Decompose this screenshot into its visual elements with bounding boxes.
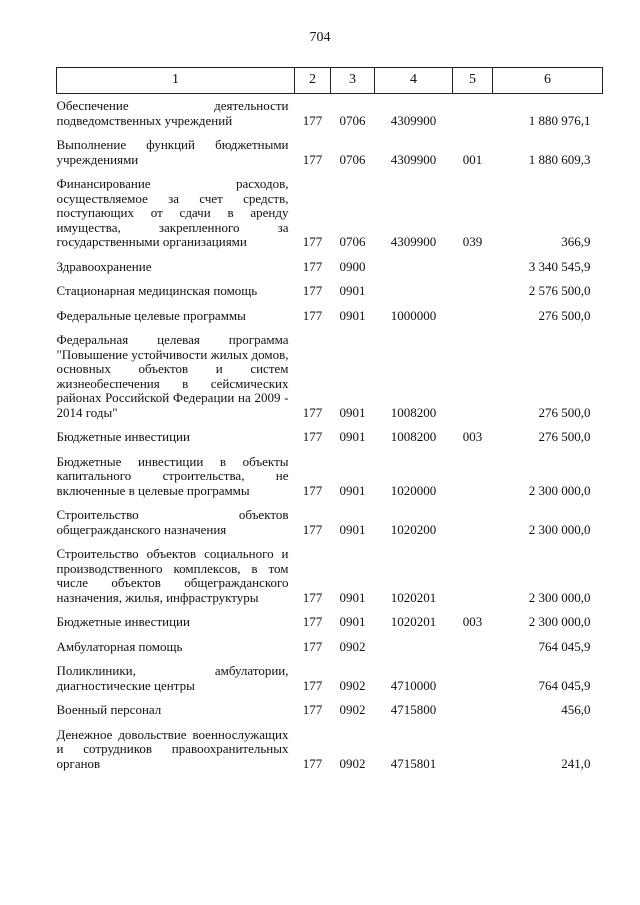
row-article — [375, 254, 453, 279]
row-article: 4309900 — [390, 112, 437, 128]
table-row — [57, 658, 603, 697]
row-amount: 276 500,0 — [538, 429, 591, 444]
row-amount: 3 340 545,9 — [528, 258, 591, 274]
row-name: Здравоохранение — [56, 258, 152, 274]
table-row — [57, 327, 603, 424]
row-expense-type — [453, 502, 493, 541]
row-article: 4715800 — [390, 702, 437, 717]
row-expense-type: 003 — [462, 614, 483, 629]
table-row — [57, 278, 603, 303]
row-expense-type — [453, 722, 493, 776]
row-section: 0706 — [339, 112, 366, 128]
row-article: 1020200 — [390, 521, 437, 537]
table-row — [57, 609, 603, 634]
row-article: 1020201 — [390, 589, 437, 605]
row-ministry: 177 — [302, 307, 323, 323]
row-name: Денежное довольствие военнослужащих и сотрудников правоохранительных органов — [56, 726, 289, 771]
row-amount: 2 576 500,0 — [528, 283, 591, 298]
row-ministry: 177 — [302, 404, 323, 420]
row-name: Выполнение функций бюджетными учреждениями — [56, 137, 289, 167]
budget-table — [56, 67, 603, 775]
row-name: Бюджетные инвестиции — [56, 429, 190, 444]
col-header-name: 1 — [57, 68, 295, 94]
col-header-article: 4 — [375, 68, 453, 94]
row-article: 4715801 — [390, 755, 437, 771]
col-header-section: 3 — [331, 68, 375, 94]
col-header-amount: 6 — [493, 68, 603, 94]
row-name: Бюджетные инвестиции — [56, 614, 190, 629]
row-ministry: 177 — [302, 151, 323, 167]
table-row — [57, 541, 603, 609]
table-row — [57, 94, 603, 133]
row-ministry: 177 — [302, 702, 323, 717]
row-name: Обеспечение деятельности подведомственных учреждений — [56, 98, 289, 128]
table-row — [57, 722, 603, 776]
row-article: 1008200 — [390, 404, 437, 420]
row-name: Военный персонал — [56, 702, 162, 717]
row-ministry: 177 — [302, 283, 323, 298]
row-ministry: 177 — [302, 638, 323, 654]
row-amount: 764 045,9 — [538, 677, 591, 693]
row-name: Стационарная медицинская помощь — [56, 283, 258, 298]
row-article — [375, 278, 453, 303]
row-section: 0902 — [339, 702, 366, 717]
row-ministry: 177 — [302, 589, 323, 605]
row-name: Строительство объектов социального и производственного комплексов, в том числе объектов общегражданского назначения, жилья, инфраструктуры — [56, 546, 289, 605]
row-ministry: 177 — [302, 677, 323, 693]
row-expense-type — [453, 94, 493, 133]
row-ministry: 177 — [302, 521, 323, 537]
row-amount: 2 300 000,0 — [528, 482, 591, 498]
row-name: Строительство объектов общегражданского назначения — [56, 507, 289, 537]
row-name: Федеральные целевые программы — [56, 307, 246, 323]
row-expense-type — [453, 658, 493, 697]
row-amount: 276 500,0 — [538, 307, 591, 323]
row-article: 1020000 — [390, 482, 437, 498]
row-amount: 2 300 000,0 — [528, 614, 591, 629]
row-expense-type — [453, 303, 493, 328]
col-header-expense-type: 5 — [453, 68, 493, 94]
row-article: 1020201 — [390, 614, 437, 629]
row-amount: 456,0 — [561, 702, 591, 717]
row-ministry: 177 — [302, 112, 323, 128]
row-section: 0900 — [339, 258, 366, 274]
row-article: 4309900 — [390, 151, 437, 167]
row-expense-type — [453, 449, 493, 503]
row-amount: 764 045,9 — [538, 638, 591, 654]
row-expense-type — [453, 278, 493, 303]
row-section: 0902 — [339, 755, 366, 771]
row-ministry: 177 — [302, 614, 323, 629]
row-name: Поликлиники, амбулатории, диагностические центры — [56, 663, 289, 693]
table-row — [57, 697, 603, 722]
row-article: 4710000 — [390, 677, 437, 693]
row-ministry: 177 — [302, 234, 323, 249]
row-ministry: 177 — [302, 482, 323, 498]
row-section: 0901 — [339, 589, 366, 605]
row-article: 1000000 — [390, 307, 437, 323]
row-name: Федеральная целевая программа "Повышение устойчивости жилых домов, основных объектов и систем жизнеобеспечения в сейсмических районах Российской Федерации на 2009 - 2014 годы" — [56, 332, 289, 420]
table-row — [57, 132, 603, 171]
row-amount: 1 880 976,1 — [528, 112, 591, 128]
table-header-row — [57, 68, 603, 94]
table-row — [57, 254, 603, 279]
row-amount: 366,9 — [561, 234, 591, 249]
row-article: 4309900 — [390, 234, 437, 249]
table-row — [57, 303, 603, 328]
row-amount: 1 880 609,3 — [528, 151, 591, 167]
row-section: 0706 — [339, 151, 366, 167]
row-expense-type — [453, 697, 493, 722]
row-name: Бюджетные инвестиции в объекты капитального строительства, не включенные в целевые программы — [56, 453, 289, 498]
row-amount: 2 300 000,0 — [528, 589, 591, 605]
row-name: Амбулаторная помощь — [56, 638, 183, 654]
row-expense-type: 001 — [462, 151, 483, 167]
row-expense-type: 039 — [462, 234, 483, 249]
table-row — [57, 171, 603, 254]
table-row — [57, 449, 603, 503]
row-article: 1008200 — [390, 429, 437, 444]
row-section: 0901 — [339, 429, 366, 444]
row-expense-type — [453, 327, 493, 424]
row-amount: 276 500,0 — [538, 404, 591, 420]
row-section: 0901 — [339, 283, 366, 298]
page-number: 704 — [309, 30, 331, 45]
row-amount: 241,0 — [561, 755, 591, 771]
row-section: 0901 — [339, 614, 366, 629]
row-ministry: 177 — [302, 258, 323, 274]
row-section: 0901 — [339, 307, 366, 323]
row-expense-type — [453, 254, 493, 279]
row-section: 0706 — [339, 234, 366, 249]
row-name: Финансирование расходов, осуществляемое за счет средств, поступающих от сдачи в аренду имущества, закрепленного за государственными организациями — [56, 176, 289, 249]
row-ministry: 177 — [302, 429, 323, 444]
row-amount: 2 300 000,0 — [528, 521, 591, 537]
row-section: 0902 — [339, 677, 366, 693]
row-section: 0901 — [339, 404, 366, 420]
row-section: 0901 — [339, 482, 366, 498]
col-header-ministry: 2 — [295, 68, 331, 94]
table-row — [57, 424, 603, 449]
row-article — [375, 634, 453, 659]
row-section: 0901 — [339, 521, 366, 537]
table-row — [57, 634, 603, 659]
row-expense-type — [453, 541, 493, 609]
row-section: 0902 — [339, 638, 366, 654]
table-row — [57, 502, 603, 541]
row-expense-type: 003 — [462, 429, 483, 444]
row-expense-type — [453, 634, 493, 659]
table-body — [57, 94, 603, 776]
row-ministry: 177 — [302, 755, 323, 771]
